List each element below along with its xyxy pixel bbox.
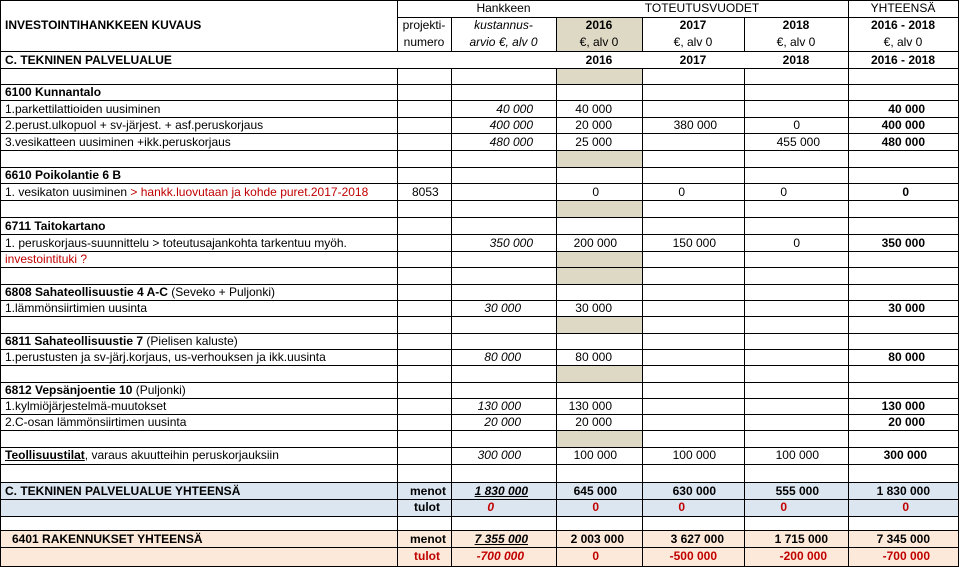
row-total: 400 000 [881,118,925,132]
row-estimate: 80 000 [484,350,521,364]
row-total: 0 [902,185,909,199]
summary-c-tulot-2018: 0 [780,500,787,514]
row-desc: 1.lämmönsiirtimien uusinta [5,301,148,315]
unit-2018: €, alv 0 [776,35,816,49]
teollisuus-label-bold: Teollisuustilat [5,448,85,462]
row-total: 130 000 [881,399,925,413]
row-desc: 1. peruskorjaus-suunnittelu > toteutusajankohta tarkentuu myöh. [5,236,347,250]
row-desc: 3.vesikatteen uusiminen +ikk.peruskorjaus [5,135,231,149]
year-2017-header: 2017 [679,18,707,32]
row-total: 350 000 [881,236,925,250]
row-desc: 1.kylmiöjärjestelmä-muutokset [5,399,167,413]
row-total: 30 000 [888,301,925,315]
group-heading [5,284,275,300]
teollisuus-2018: 100 000 [775,448,819,462]
kustannus-label: kustannus- [474,18,533,32]
unit-2017: €, alv 0 [673,35,713,49]
summary-6401-menot-2018: 1 715 000 [774,532,828,546]
shade-2016-g [556,365,642,382]
summary-6401-tulot-2018: -200 000 [779,549,827,563]
year-2016-header: 2016 [585,18,613,32]
unit-total: €, alv 0 [883,35,923,49]
row-total: 80 000 [888,350,925,364]
row-2017: 150 000 [672,236,716,250]
row-2018: 0 [780,185,787,199]
summary-c-menot-total: 1 830 000 [876,484,930,498]
year-2018-header: 2018 [782,18,810,32]
row-2016: 25 000 [575,135,612,149]
row-desc: 2.C-osan lämmönsiirtimen uusinta [5,415,187,429]
unit-2016: €, alv 0 [579,35,619,49]
summary-6401-menot-total: 7 345 000 [876,532,930,546]
row-total: 40 000 [888,102,925,116]
row-2018: 0 [793,118,800,132]
row-estimate: 400 000 [489,118,533,132]
shade-2016-f [556,316,642,333]
shade-2016-b [556,68,642,84]
teollisuus-total: 300 000 [883,448,927,462]
summary-c-tulot-total: 0 [902,500,909,514]
row-2017: 0 [678,185,685,199]
summary-6401-label: 6401 RAKENNUKSET YHTEENSÄ [12,532,203,546]
shade-2016-h [556,430,642,447]
row-2016: 130 000 [568,399,612,413]
year-total-header: 2016 - 2018 [870,18,936,32]
summary-c-tulot-2017: 0 [678,500,685,514]
summary-6401-menot-2017: 3 627 000 [670,532,724,546]
row-estimate: 350 000 [489,236,533,250]
row-total: 20 000 [888,415,925,429]
group-heading: 6711 Taitokartano [5,219,106,233]
teollisuus-label [5,447,279,463]
group-heading-bold: 6808 Sahateollisuustie 4 A-C [5,285,168,299]
summary-6401-tulot-2017: -500 000 [669,549,717,563]
summary-6401-tulot-total: -700 000 [882,549,930,563]
group-note: investointituki ? [5,252,88,266]
row-estimate: 20 000 [484,415,521,429]
group-heading-bold: 6811 Sahateollisuustie 7 [5,334,144,348]
row-desc-main: 1. vesikaton uusiminen [5,185,128,199]
summary-6401-menot-type: menot [410,532,446,546]
row-desc: 2.perust.ulkopuol + sv-järjest. + asf.peruskorjaus [5,118,264,132]
summary-6401-menot-estimate: 7 355 000 [474,532,528,546]
sheet-title: INVESTOINTIHANKKEEN KUVAUS [5,18,202,32]
summary-c-menot-2016: 645 000 [573,484,617,498]
row-2016: 20 000 [575,415,612,429]
arvio-label: arvio €, alv 0 [469,35,538,49]
summary-c-menot-2018: 555 000 [775,484,819,498]
row-estimate: 40 000 [496,102,533,116]
group-heading-bold: 6812 Vepsänjoentie 10 [5,383,133,397]
summary-6401-tulot-estimate: -700 000 [476,549,524,563]
group-heading [5,382,186,398]
teollisuus-estimate: 300 000 [477,448,521,462]
group-heading-rest: (Seveko + Puljonki) [167,285,276,299]
summary-c-menot-type: menot [410,484,446,498]
projekti-label: projekti- [402,18,446,32]
yhteensa-label: YHTEENSÄ [870,1,936,15]
shade-2016-d [556,200,642,217]
teollisuus-label-rest: , varaus akuutteihin peruskorjauksiin [84,448,279,462]
row-2016: 0 [592,185,599,199]
summary-c-menot-estimate: 1 830 000 [474,484,528,498]
section-total: 2016 - 2018 [870,53,936,67]
numero-label: numero [403,35,445,49]
summary-c-menot-2017: 630 000 [672,484,716,498]
row-2016: 80 000 [575,350,612,364]
row-desc-note: > hankk.luovutaan ja kohde puret.2017-2018 [127,185,369,199]
row-2018: 455 000 [776,135,820,149]
summary-c-tulot-type: tulot [414,500,440,514]
group-heading: 6610 Poikolantie 6 B [5,168,122,182]
group-heading-rest: (Pielisen kaluste) [143,334,238,348]
row-estimate: 480 000 [489,135,533,149]
summary-c-tulot-estimate: 0 [487,500,494,514]
hankkeen-label: Hankkeen [476,1,531,15]
shade-2016-c [556,150,642,167]
section-2018: 2018 [782,53,810,67]
row-2017: 380 000 [673,118,717,132]
group-heading [5,333,238,349]
row-2018: 0 [793,236,800,250]
row-desc: 1.perustusten ja sv-järj.korjaus, us-verhouksen ja ikk.uusinta [5,350,326,364]
toteutus-label: TOTEUTUSVUODET [644,1,760,15]
row-2016: 30 000 [575,301,612,315]
row-total: 480 000 [881,135,925,149]
summary-6401-menot-2016: 2 003 000 [570,532,624,546]
row-2016: 40 000 [575,102,612,116]
summary-6401-tulot-2016: 0 [592,549,599,563]
summary-c-tulot-2016: 0 [592,500,599,514]
row-estimate: 30 000 [484,301,521,315]
summary-6401-tulot-type: tulot [414,549,440,563]
row-desc: 1.parkettilattioiden uusiminen [5,102,161,116]
row-project: 8053 [412,185,439,199]
section-label: C. TEKNINEN PALVELUALUE [5,53,172,67]
row-desc [5,184,368,200]
row-2016: 20 000 [575,118,612,132]
row-estimate: 130 000 [477,399,521,413]
section-2016: 2016 [585,53,613,67]
teollisuus-2016: 100 000 [573,448,617,462]
group-heading-rest: (Puljonki) [132,383,186,397]
teollisuus-2017: 100 000 [672,448,716,462]
group-heading: 6100 Kunnantalo [5,85,102,99]
summary-c-label: C. TEKNINEN PALVELUALUE YHTEENSÄ [5,484,241,498]
row-2016: 200 000 [573,236,617,250]
section-2017: 2017 [679,53,707,67]
